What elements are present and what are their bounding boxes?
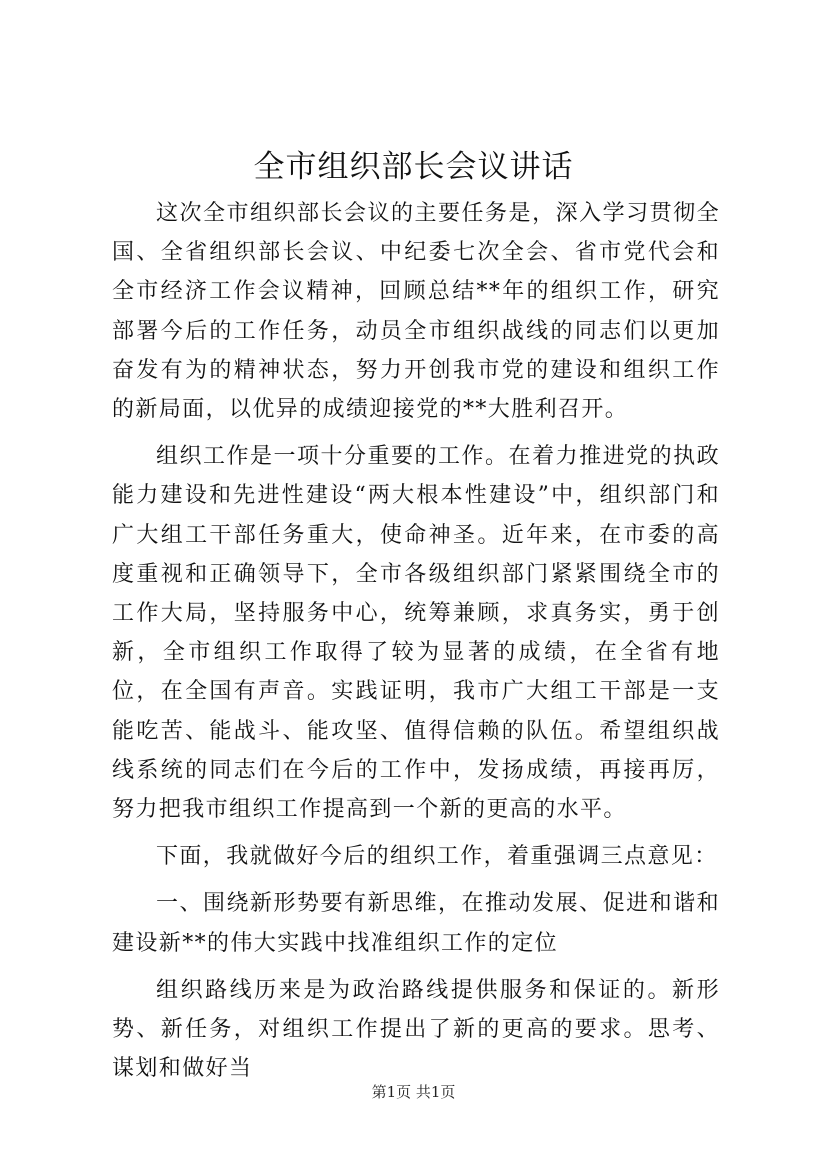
paragraph-1: 这次全市组织部长会议的主要任务是，深入学习贯彻全国、全省组织部长会议、中纪委七次全会、省市党代会和全市经济工作会议精神，回顾总结**年的组织工作，研究部署今后的工作任务，动员全市组织战线的同志们以更加奋发有为的精神状态，努力开创我市党的建设和组织工作的新局面，以优异的成绩迎接党的**大胜利召开。 — [112, 201, 720, 423]
document-title: 全市组织部长会议讲话 — [253, 149, 574, 185]
page-footer: 第1页 共1页 — [371, 1083, 456, 1101]
paragraph-4: 组织路线历来是为政治路线提供服务和保证的。新形势、新任务，对组织工作提出了新的更高的要求。思考、谋划和做好当 — [112, 977, 720, 1082]
paragraph-3: 下面，我就做好今后的组织工作，着重强调三点意见： — [156, 844, 718, 870]
document-body — [112, 194, 720, 1088]
paragraph-2: 组织工作是一项十分重要的工作。在着力推进党的执政能力建设和先进性建设“两大根本性建设”中，组织部门和广大组工干部任务重大，使命神圣。近年来，在市委的高度重视和正确领导下，全市各级组织部门紧紧围绕全市的工作大局，坚持服务中心，统筹兼顾，求真务实，勇于创新，全市组织工作取得了较为显著的成绩，在全省有地位，在全国有声音。实践证明，我市广大组工干部是一支能吃苦、能战斗、能攻坚、值得信赖的队伍。希望组织战线系统的同志们在今后的工作中，发扬成绩，再接再厉，努力把我市组织工作提高到一个新的更高的水平。 — [112, 444, 720, 823]
section-heading-1: 一、围绕新形势要有新思维，在推动发展、促进和谐和建设新**的伟大实践中找准组织工作的定位 — [112, 891, 720, 956]
